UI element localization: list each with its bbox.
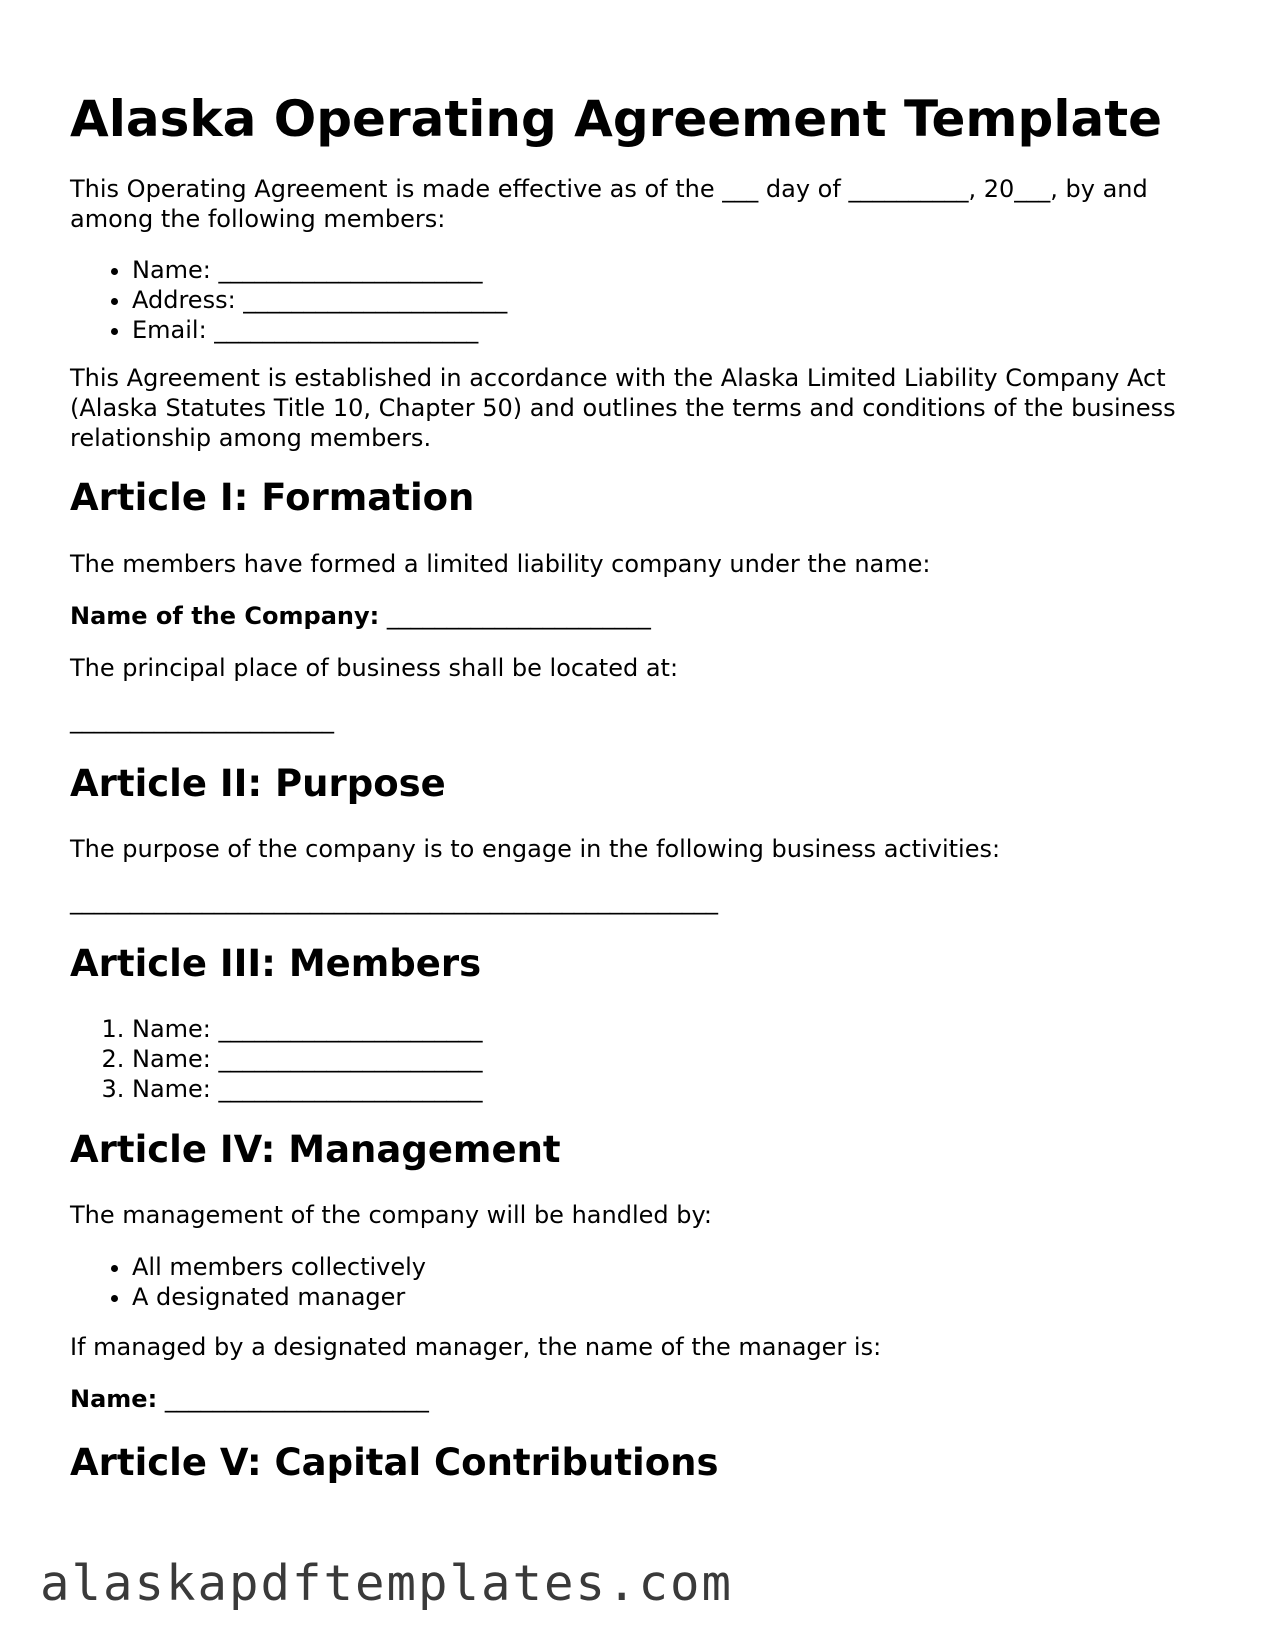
article-1-heading: Article I: Formation (70, 476, 475, 519)
intro-member-list (70, 255, 507, 345)
intro-member-email: • Email: ______________________ (132, 315, 507, 345)
article-2-text: The purpose of the company is to engage in the following business activities: (70, 835, 1001, 863)
company-name-label: Name of the Company: (70, 602, 380, 630)
purpose-blank: ______________________________________________________ (70, 887, 718, 915)
manager-text: If managed by a designated manager, the name of the manager is: (70, 1333, 882, 1361)
members-list (70, 1014, 483, 1104)
article-2-heading: Article II: Purpose (70, 762, 446, 805)
statute-paragraph: This Agreement is established in accordance with the Alaska Limited Liability Company Act (Alaska Statutes Title 10, Chapter 50) and outlines the terms and conditions of the business relationship among members. (70, 364, 1176, 452)
article-3-heading: Article III: Members (70, 942, 482, 985)
member-2: 2. Name: ______________________ (132, 1044, 483, 1074)
member-1: 1. Name: ______________________ (132, 1014, 483, 1044)
document-title: Alaska Operating Agreement Template (70, 90, 1163, 148)
manager-name-line (70, 1384, 1210, 1414)
company-name-blank: ______________________ (386, 602, 651, 630)
watermark-text: alaskapdftemplates.com (40, 1555, 734, 1612)
member-3: 3. Name: ______________________ (132, 1074, 483, 1104)
article-5-heading: Article V: Capital Contributions (70, 1441, 719, 1484)
manager-name-label: Name: (70, 1385, 158, 1413)
company-name-line (70, 601, 1210, 631)
intro-member-name: • Name: ______________________ (132, 255, 507, 285)
management-option-all-members: • All members collectively (132, 1252, 426, 1282)
management-option-designated-manager: • A designated manager (132, 1282, 426, 1312)
article-1-text: The members have formed a limited liability company under the name: (70, 550, 931, 578)
manager-name-blank: ______________________ (164, 1385, 429, 1413)
article-4-heading: Article IV: Management (70, 1128, 561, 1171)
intro-member-address: • Address: ______________________ (132, 285, 507, 315)
principal-place-blank: ______________________ (70, 706, 334, 734)
article-4-text: The management of the company will be handled by: (70, 1201, 713, 1229)
management-options-list (70, 1252, 426, 1312)
intro-paragraph: This Operating Agreement is made effective as of the ___ day of __________, 20___, by and among the following members: (70, 175, 1148, 233)
principal-place-text: The principal place of business shall be located at: (70, 654, 679, 682)
